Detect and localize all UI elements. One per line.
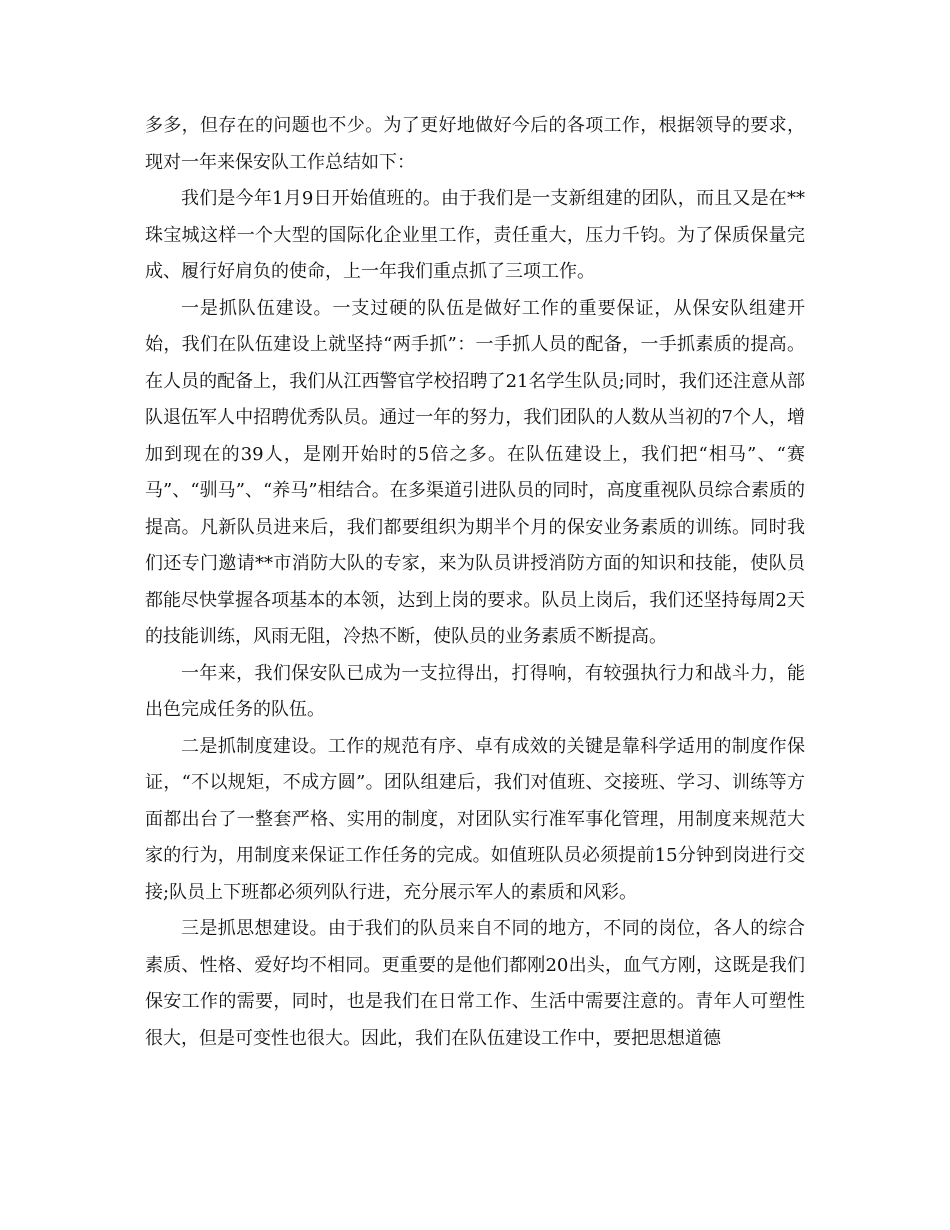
paragraph-system-building: 二是抓制度建设。工作的规范有序、卓有成效的关键是靠科学适用的制度作保证，“不以规矩，不成方圆”。团队组建后，我们对值班、交接班、学习、训练等方面都出台了一整套严格、实用的制度，对团队实行准军事化管理，用制度来规范大家的行为，用制度来保证工作任务的完成。如值班队员必须提前15分钟到岗进行交接;队员上下班都必须列队行进，充分展示军人的素质和风彩。 — [145, 735, 805, 903]
document-body — [145, 108, 805, 1057]
paragraph-start-date: 我们是今年1月9日开始值班的。由于我们是一支新组建的团队，而且又是在**珠宝城这样一个大型的国际化企业里工作，责任重大，压力千钧。为了保质保量完成、履行好肩负的使命，上一年我们重点抓了三项工作。 — [145, 188, 805, 282]
paragraph-team-result: 一年来，我们保安队已成为一支拉得出，打得响，有较强执行力和战斗力，能出色完成任务的队伍。 — [145, 662, 805, 720]
paragraph-team-building: 一是抓队伍建设。一支过硬的队伍是做好工作的重要保证，从保安队组建开始，我们在队伍建设上就坚持“两手抓”：一手抓人员的配备，一手抓素质的提高。在人员的配备上，我们从江西警官学校招聘了21名学生队员;同时，我们还注意从部队退伍军人中招聘优秀队员。通过一年的努力，我们团队的人数从当初的7个人，增加到现在的39人，是刚开始时的5倍之多。在队伍建设上，我们把“相马”、“赛马”、“驯马”、“养马”相结合。在多渠道引进队员的同时，高度重视队员综合素质的提高。凡新队员进来后，我们都要组织为期半个月的保安业务素质的训练。同时我们还专门邀请**市消防大队的专家，来为队员讲授消防方面的知识和技能，使队员都能尽快掌握各项基本的本领，达到上岗的要求。队员上岗后，我们还坚持每周2天的技能训练，风雨无阻，冷热不断，使队员的业务素质不断提高。 — [145, 297, 805, 647]
paragraph-ideology-building: 三是抓思想建设。由于我们的队员来自不同的地方，不同的岗位，各人的综合素质、性格、爱好均不相同。更重要的是他们都刚20出头，血气方刚，这既是我们保安工作的需要，同时，也是我们在日常工作、生活中需要注意的。青年人可塑性很大，但是可变性也很大。因此，我们在队伍建设工作中，要把思想道德 — [145, 918, 805, 1049]
paragraph-intro: 多多，但存在的问题也不少。为了更好地做好今后的各项工作，根据领导的要求，现对一年来保安队工作总结如下： — [145, 115, 805, 173]
